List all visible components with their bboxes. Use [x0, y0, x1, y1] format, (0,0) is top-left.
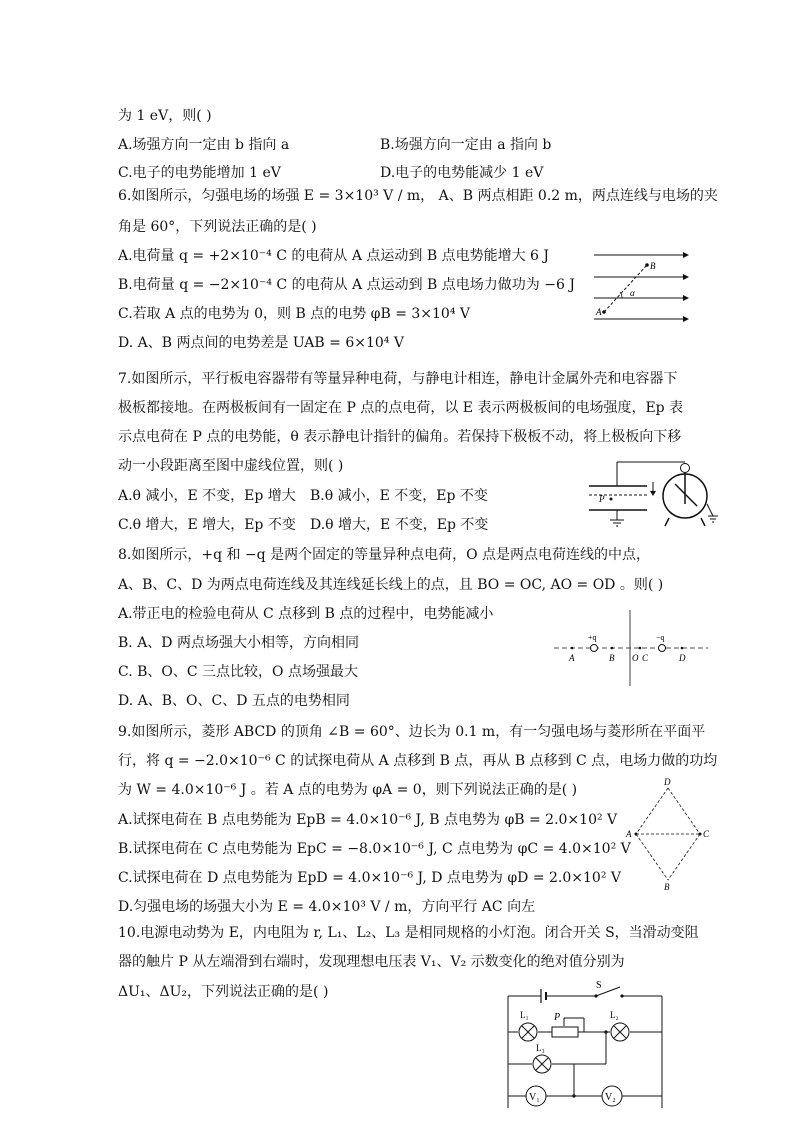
- label-c: C: [703, 829, 710, 839]
- label-b: B: [650, 261, 656, 271]
- label-l2: L₂: [610, 1010, 619, 1020]
- q10-circuit-diagram: [496, 980, 674, 1110]
- q9-stem-line1: 9.如图所示，菱形 ABCD 的顶角 ∠B = 60°、边长为 0.1 m，有一匀强电场与菱形所在平面平: [118, 724, 706, 740]
- q8-charges-diagram: [552, 608, 710, 688]
- q8-option-a: A.带正电的检验电荷从 C 点移到 B 点的过程中，电势能减小: [118, 606, 494, 622]
- point-a: [602, 310, 606, 314]
- q9-option-a: A.试探电荷在 B 点电势能为 EpB = 4.0×10⁻⁶ J, B 点电势为 φB = 2.0×10² V: [118, 812, 618, 828]
- q9-rhombus-diagram: [626, 776, 710, 892]
- minus-charge: [659, 645, 666, 652]
- label-b: B: [664, 882, 670, 892]
- q8-option-b: B. A、D 两点场强大小相等，方向相同: [118, 635, 359, 651]
- q6-field-diagram: [592, 250, 692, 325]
- rheostat: [552, 1027, 578, 1037]
- side-dc: [668, 788, 700, 834]
- q6-stem-line2: 角是 60°，下列说法正确的是( ): [118, 219, 317, 235]
- label-l1: L₁: [520, 1010, 529, 1020]
- q6-stem-line1: 6.如图所示，匀强电场的场强 E = 3×10³ V / m， A、B 两点相距 0.2 m，两点连线与电场的夹: [118, 188, 718, 204]
- q6-option-c: C.若取 A 点的电势为 0，则 B 点的电势 φB = 3×10⁴ V: [118, 306, 471, 322]
- label-p: P: [554, 1012, 561, 1023]
- label-v1: V₁: [529, 1092, 540, 1103]
- q9-stem-line3: 为 W = 4.0×10⁻⁶ J 。若 A 点的电势为 φA = 0，则下列说法正确的是( ): [118, 782, 578, 798]
- q9-stem-line2: 行，将 q = −2.0×10⁻⁶ C 的试探电荷从 A 点移到 B 点，再从 B 点移到 C 点，电场力做的功均: [118, 753, 718, 769]
- q7-stem-line3: 示点电荷在 P 点的电势能，θ 表示静电计指针的偏角。若保持下极板不动，将上极板向下移: [118, 429, 682, 445]
- q8-option-d: D. A、B、O、C、D 五点的电势相同: [118, 693, 350, 709]
- q9-option-d: D.匀强电场的场强大小为 E = 4.0×10³ V / m，方向平行 AC 向左: [118, 899, 536, 915]
- q7-capacitor-diagram: [585, 458, 720, 538]
- q10-stem-line1: 10.电源电动势为 E，内电阻为 r, L₁、L₂、L₃ 是相同规格的小灯泡。闭合开关 S，当滑动变阻: [118, 925, 699, 941]
- q9-option-b: B.试探电荷在 C 点电势能为 EpC = −8.0×10⁻⁶ J, C 点电势为 φC = 4.0×10² V: [118, 841, 631, 857]
- q7-option-d: D.θ 增大，E 不变，Ep 不变: [310, 517, 489, 533]
- label-plus-q: +q: [588, 633, 597, 642]
- plus-charge: [591, 645, 598, 652]
- label-b: B: [609, 653, 615, 663]
- q6-option-d: D. A、B 两点间的电势差是 UAB = 6×10⁴ V: [118, 335, 404, 351]
- q9-option-c: C.试探电荷在 D 点电势能为 EpD = 4.0×10⁻⁶ J, D 点电势为 φD = 2.0×10² V: [118, 870, 621, 886]
- electrometer-needle: [675, 484, 697, 506]
- lamp-l3: [533, 1055, 551, 1073]
- q8-option-c: C. B、O、C 三点比较，O 点场强最大: [118, 664, 358, 680]
- label-a: A: [569, 653, 575, 663]
- q7-option-b: B.θ 减小，E 不变，Ep 不变: [310, 488, 488, 504]
- label-s: S: [596, 980, 602, 991]
- label-l3: L₃: [536, 1043, 545, 1053]
- electrometer-knob: [681, 464, 690, 473]
- q5-stem-tail: 为 1 eV，则( ): [118, 108, 212, 124]
- q5-option-b: B.场强方向一定由 a 指向 b: [380, 137, 552, 153]
- q5-option-a: A.场强方向一定由 b 指向 a: [118, 137, 290, 153]
- label-v2: V₂: [605, 1092, 616, 1103]
- segment-ab: [604, 265, 647, 312]
- q7-stem-line2: 极板都接地。在两极板间有一固定在 P 点的点电荷，以 E 表示两极板间的电场强度，Ep 表: [118, 400, 684, 416]
- label-o: O: [632, 653, 639, 663]
- q7-stem-line4: 动一小段距离至图中虚线位置，则( ): [118, 458, 344, 474]
- q5-option-c: C.电子的电势能增加 1 eV: [118, 165, 281, 181]
- q10-stem-line2: 器的触片 P 从左端滑到右端时，发现理想电压表 V₁、V₂ 示数变化的绝对值分别为: [118, 954, 625, 970]
- q7-option-a: A.θ 减小，E 不变，Ep 增大: [118, 488, 296, 504]
- q6-option-a: A.电荷量 q = +2×10⁻⁴ C 的电荷从 A 点运动到 B 点电势能增大 6 J: [118, 248, 550, 264]
- label-a: A: [626, 829, 632, 839]
- q7-stem-line1: 7.如图所示，平行板电容器带有等量异种电荷，与静电计相连，静电计金属外壳和电容器下: [118, 371, 678, 387]
- label-minus-q: −q: [656, 633, 665, 642]
- label-alpha: α: [630, 288, 635, 298]
- side-da: [636, 788, 668, 834]
- q6-option-b: B.电荷量 q = −2×10⁻⁴ C 的电荷从 A 点运动到 B 点电场力做功为 −6 J: [118, 277, 575, 293]
- side-cb: [668, 834, 700, 880]
- label-p: P: [599, 494, 605, 504]
- label-d: D: [679, 653, 686, 663]
- point-b: [645, 263, 649, 267]
- q5-option-d: D.电子的电势能减少 1 eV: [380, 165, 544, 181]
- label-d: D: [664, 777, 671, 787]
- lamp-l1: [519, 1023, 537, 1041]
- q8-stem-line2: A、B、C、D 为两点电荷连线及其连线延长线上的点，且 BO = OC, AO = OD 。则( ): [118, 577, 664, 593]
- lamp-l2: [611, 1023, 629, 1041]
- q7-option-c: C.θ 增大，E 增大，Ep 不变: [118, 517, 296, 533]
- q10-stem-line3: ΔU₁、ΔU₂，下列说法正确的是( ): [118, 984, 329, 1000]
- q8-stem-line1: 8.如图所示，+q 和 −q 是两个固定的等量异种点电荷，O 点是两点电荷连线的中点，: [118, 547, 651, 563]
- label-a: A: [596, 307, 602, 317]
- label-c: C: [642, 653, 649, 663]
- side-ab: [636, 834, 668, 880]
- charge-p: [610, 498, 613, 501]
